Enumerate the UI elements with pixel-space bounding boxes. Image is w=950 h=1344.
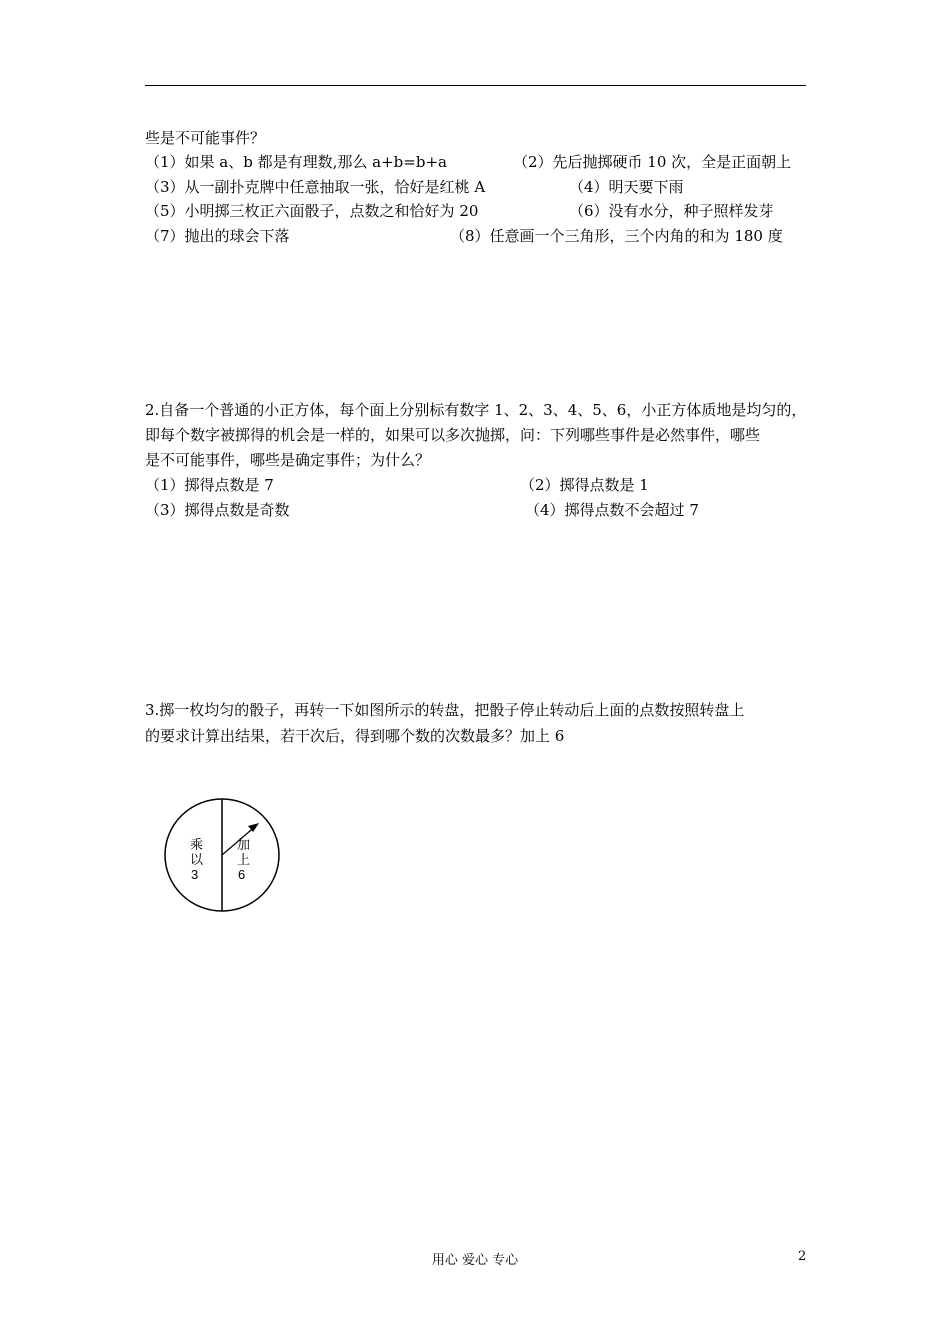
q2-item-1: （1）掷得点数是 7 — [145, 476, 274, 494]
q1-item-4: （4）明天要下雨 — [569, 178, 684, 196]
q1-intro: 些是不可能事件？ — [145, 129, 266, 147]
spinner-right-label-1: 加 — [237, 837, 251, 852]
spinner-right-label-2: 上 — [237, 852, 251, 867]
q1-item-6: （6）没有水分，种子照样发芽 — [569, 202, 774, 220]
spinner-left-label-2: 以 — [190, 852, 204, 867]
footer-motto: 用心 爱心 专心 — [431, 1253, 519, 1268]
q2-item-2: （2）掷得点数是 1 — [520, 476, 649, 494]
q2-line-3: 是不可能事件，哪些是确定事件；为什么？ — [145, 451, 431, 469]
q1-item-5: （5）小明掷三枚正六面骰子，点数之和恰好为 20 — [145, 202, 479, 220]
page-number: 2 — [798, 1249, 807, 1264]
spinner-left-label-3: 3 — [191, 867, 199, 882]
q1-item-8: （8）任意画一个三角形，三个内角的和为 180 度 — [450, 227, 783, 245]
q1-item-7: （7）抛出的球会下落 — [145, 227, 290, 245]
spinner-right-label-3: 6 — [238, 867, 246, 882]
q3-line-2: 的要求计算出结果，若干次后，得到哪个数的次数最多？加上 6 — [145, 727, 565, 745]
spinner-diagram — [163, 797, 283, 913]
q1-item-1: （1）如果 a、b 都是有理数,那么 a+b=b+a — [145, 153, 447, 171]
q3-line-1: 3.掷一枚均匀的骰子，再转一下如图所示的转盘，把骰子停止转动后上面的点数按照转盘上 — [145, 701, 745, 719]
q2-line-1: 2.自备一个普通的小正方体，每个面上分别标有数字 1、2、3、4、5、6，小正方体质地是均匀的， — [145, 401, 807, 419]
q2-item-4: （4）掷得点数不会超过 7 — [525, 501, 699, 519]
spinner-left-label-1: 乘 — [190, 837, 204, 852]
header-rule — [145, 85, 806, 86]
q2-line-2: 即每个数字被掷得的机会是一样的，如果可以多次抛掷，问：下列哪些事件是必然事件，哪些 — [145, 426, 761, 444]
q1-item-2: （2）先后抛掷硬币 10 次，全是正面朝上 — [513, 153, 792, 171]
spinner-svg — [163, 797, 283, 913]
q1-item-3: （3）从一副扑克牌中任意抽取一张，恰好是红桃 A — [145, 178, 486, 196]
q2-item-3: （3）掷得点数是奇数 — [145, 501, 290, 519]
